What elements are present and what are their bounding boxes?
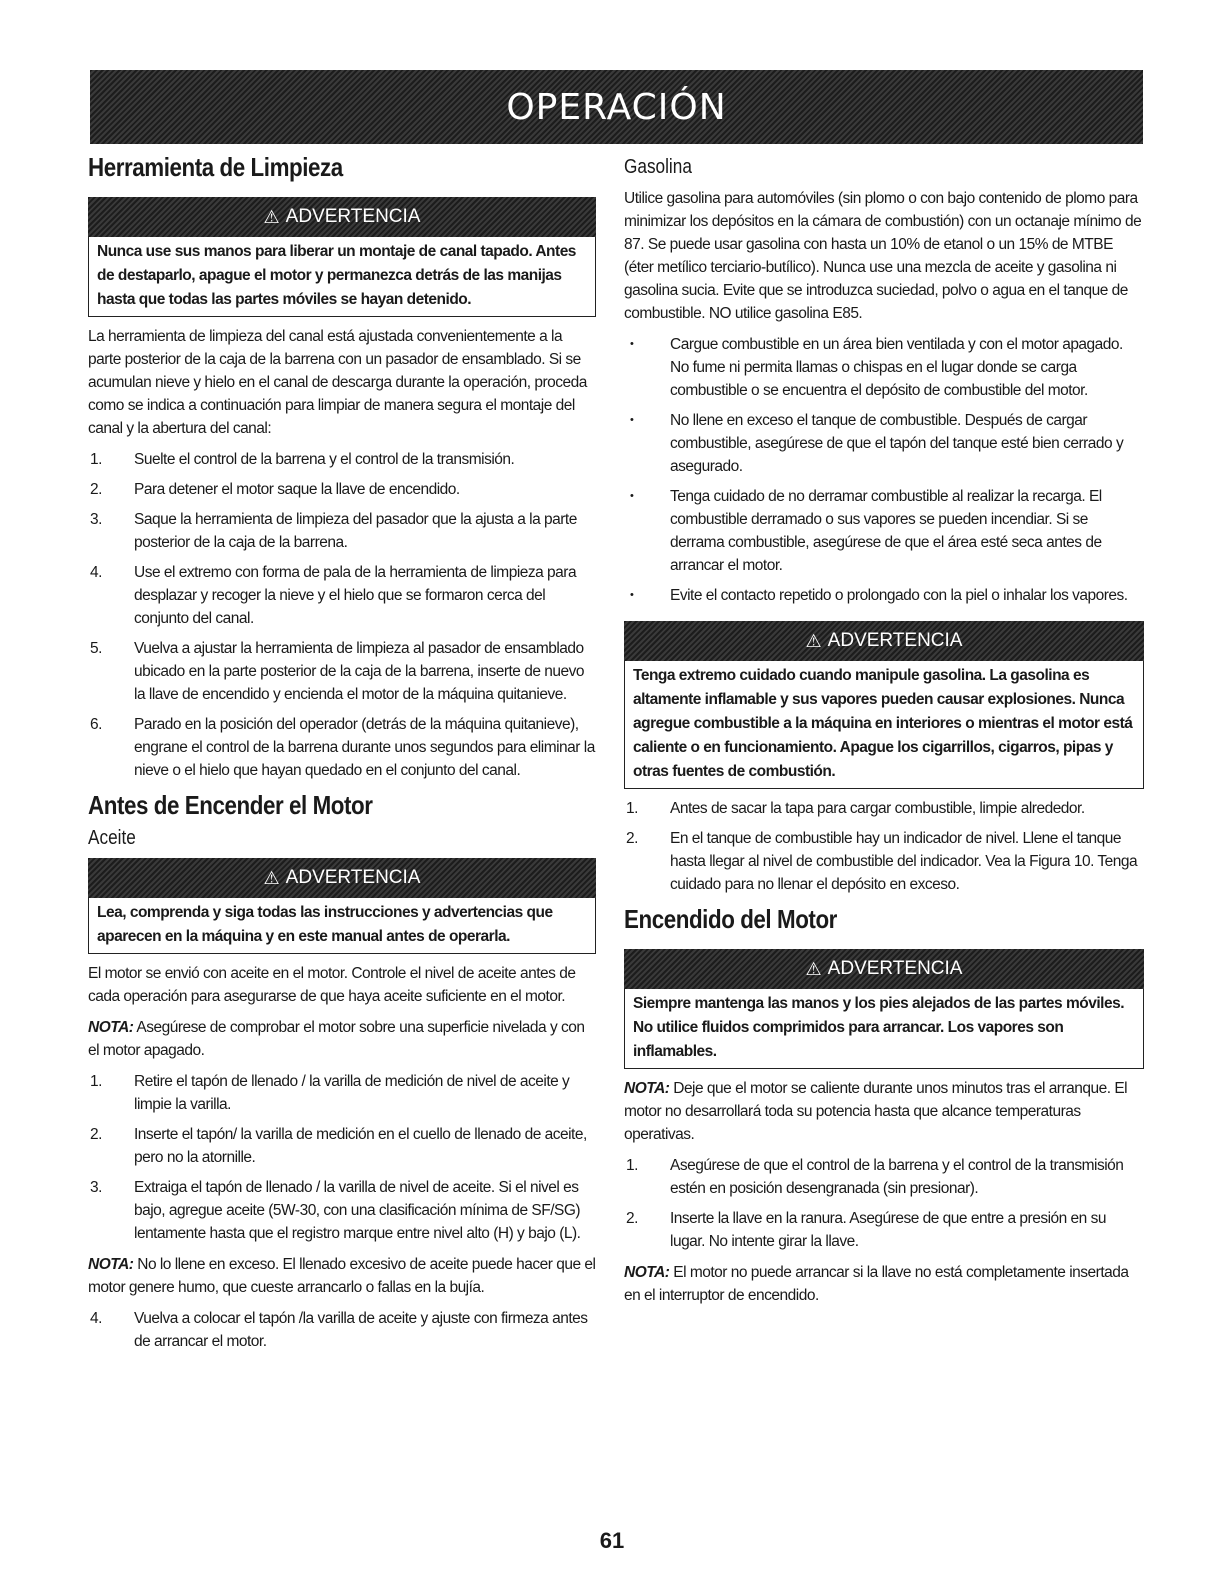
warning-icon: ⚠ — [263, 206, 280, 227]
steps-gasolina — [624, 797, 1144, 896]
warning-icon: ⚠ — [805, 958, 822, 979]
list-item: 6. Parado en la posición del operador (detrás de la máquina quitanieve), engrane el control de la barrena durante unos segundos para eliminar la nieve o el hielo que hayan quedado en el conjunto del canal. — [90, 716, 595, 779]
warning-icon: ⚠ — [805, 630, 822, 651]
warning-icon: ⚠ — [263, 867, 280, 888]
list-item: 4. Vuelva a colocar el tapón /la varilla de aceite y ajuste con firmeza antes de arrancar el motor. — [90, 1310, 588, 1350]
note-3: NOTA: Deje que el motor se caliente durante unos minutos tras el arranque. El motor no desarrollará toda su potencia hasta que alcance temperaturas operativas. — [624, 1080, 1128, 1143]
heading-encendido: Encendido del Motor — [624, 904, 837, 934]
list-item: 5. Vuelva a ajustar la herramienta de limpieza al pasador de ensamblado ubicado en la parte posterior de la caja de la barrena, inserte de nuevo la llave de encendido y encienda el motor de la máquina quitanieve. — [90, 640, 584, 703]
heading-aceite: Aceite — [88, 827, 136, 849]
list-item: 2. Para detener el motor saque la llave de encendido. — [90, 481, 460, 498]
warning-box-4 — [624, 949, 1144, 1069]
warning-box-2 — [88, 858, 596, 954]
note-2: NOTA: No lo llene en exceso. El llenado excesivo de aceite puede hacer que el motor genere humo, que cueste arrancarlo o fallas en la bujía. — [88, 1256, 596, 1296]
warning-text: Nunca use sus manos para liberar un montaje de canal tapado. Antes de destaparlo, apague el motor y permanezca detrás de las manijas hasta que todas las partes móviles se hayan detenido. — [88, 237, 596, 317]
page-number: 61 — [599, 1528, 625, 1553]
list-item: 1. Asegúrese de que el control de la barrena y el control de la transmisión estén en posición desengranada (sin presionar). — [626, 1157, 1124, 1197]
steps-aceite — [88, 1070, 596, 1245]
list-item: • Evite el contacto repetido o prolongado con la piel o inhalar los vapores. — [624, 584, 1144, 607]
list-item: • Cargue combustible en un área bien ventilada y con el motor apagado. No fume ni permita llamas o chispas en el lugar donde se carga combustible o se encuentra el depósito de combustible del motor. — [624, 333, 1144, 402]
steps-limpieza — [88, 448, 596, 782]
warning-label: ADVERTENCIA — [285, 206, 421, 227]
warning-label: ADVERTENCIA — [827, 630, 963, 651]
warning-text: Siempre mantenga las manos y los pies alejados de las partes móviles. No utilice fluidos comprimidos para arrancar. Los vapores son inflamables. — [624, 989, 1144, 1069]
heading-gasolina: Gasolina — [624, 156, 692, 178]
heading-herramienta-limpieza: Herramienta de Limpieza — [88, 152, 343, 182]
list-item: 2. En el tanque de combustible hay un indicador de nivel. Llene el tanque hasta llegar al nivel de combustible del indicador. Vea la Figura 10. Tenga cuidado para no llenar el depósito en exceso. — [626, 830, 1138, 893]
paragraph-aceite: El motor se envió con aceite en el motor. Controle el nivel de aceite antes de cada operación para asegurarse de que haya aceite suficiente en el motor. — [88, 965, 576, 1005]
note-1: NOTA: Asegúrese de comprobar el motor sobre una superficie nivelada y con el motor apagado. — [88, 1019, 585, 1059]
note-4: NOTA: El motor no puede arrancar si la llave no está completamente insertada en el interruptor de encendido. — [624, 1264, 1129, 1304]
list-item: 3. Extraiga el tapón de llenado / la varilla de nivel de aceite. Si el nivel es bajo, agregue aceite (5W-30, con una clasificación mínima de SF/SG) lentamente hasta que el registro marque entre nivel alto (H) y bajo (L). — [90, 1179, 581, 1242]
list-item: 3. Saque la herramienta de limpieza del pasador que la ajusta a la parte posterior de la caja de la barrena. — [90, 511, 577, 551]
warning-text: Lea, comprenda y siga todas las instrucciones y advertencias que aparecen en la máquina y en este manual antes de operarla. — [88, 898, 596, 954]
section-title: OPERACIÓN — [506, 86, 727, 128]
list-item: 1. Antes de sacar la tapa para cargar combustible, limpie alrededor. — [626, 800, 1085, 817]
warning-box-1 — [88, 197, 596, 317]
list-item: 2. Inserte el tapón/ la varilla de medición en el cuello de llenado de aceite, pero no la atornille. — [90, 1126, 587, 1166]
steps-aceite-cont — [88, 1307, 596, 1353]
list-item: 1. Retire el tapón de llenado / la varilla de medición de nivel de aceite y limpie la varilla. — [90, 1073, 570, 1113]
steps-encendido — [624, 1154, 1144, 1253]
warning-box-3 — [624, 621, 1144, 789]
list-item: 4. Use el extremo con forma de pala de la herramienta de limpieza para desplazar y recoger la nieve y el hielo que se formaron cerca del conjunto del canal. — [90, 564, 577, 627]
left-column — [88, 152, 596, 1361]
list-item: • Tenga cuidado de no derramar combustible al realizar la recarga. El combustible derramado o sus vapores se pueden incendiar. Si se derrama combustible, asegúrese de que el área esté seca antes de arrancar el motor. — [624, 485, 1144, 577]
list-item: 1. Suelte el control de la barrena y el control de la transmisión. — [90, 451, 515, 468]
section-banner — [90, 70, 1143, 144]
right-column — [624, 152, 1144, 1315]
list-item: 2. Inserte la llave en la ranura. Asegúrese de que entre a presión en su lugar. No intente girar la llave. — [626, 1210, 1106, 1250]
bullets-gasolina — [624, 333, 1144, 607]
list-item: • No llene en exceso el tanque de combustible. Después de cargar combustible, asegúrese de que el tapón del tanque esté bien cerrado y asegurado. — [624, 409, 1144, 478]
warning-label: ADVERTENCIA — [285, 867, 421, 888]
paragraph-gasolina: Utilice gasolina para automóviles (sin plomo o con bajo contenido de plomo para minimizar los depósitos en la cámara de combustión) con un octanaje mínimo de 87. Se puede usar gasolina con hasta un 10% de etanol o un 15% de MTBE (éter metílico terciario-butílico). Nunca use una mezcla de aceite y gasolina ni gasolina sucia. Evite que se introduzca suciedad, polvo o agua en el tanque de combustible. NO utilice gasolina E85. — [624, 190, 1142, 322]
heading-antes-encender: Antes de Encender el Motor — [88, 790, 373, 820]
warning-text: Tenga extremo cuidado cuando manipule gasolina. La gasolina es altamente inflamable y sus vapores pueden causar explosiones. Nunca agregue combustible a la máquina en interiores o mientras el motor está caliente o en funcionamiento. Apague los cigarrillos, cigarros, pipas y otras fuentes de combustión. — [624, 661, 1144, 789]
paragraph-limpieza: La herramienta de limpieza del canal está ajustada convenientemente a la parte posterior de la caja de la barrena con un pasador de ensamblado. Si se acumulan nieve y hielo en el canal de descarga durante la operación, proceda como se indica a continuación para limpiar de manera segura el montaje del canal y la abertura del canal: — [88, 328, 587, 437]
warning-label: ADVERTENCIA — [827, 958, 963, 979]
